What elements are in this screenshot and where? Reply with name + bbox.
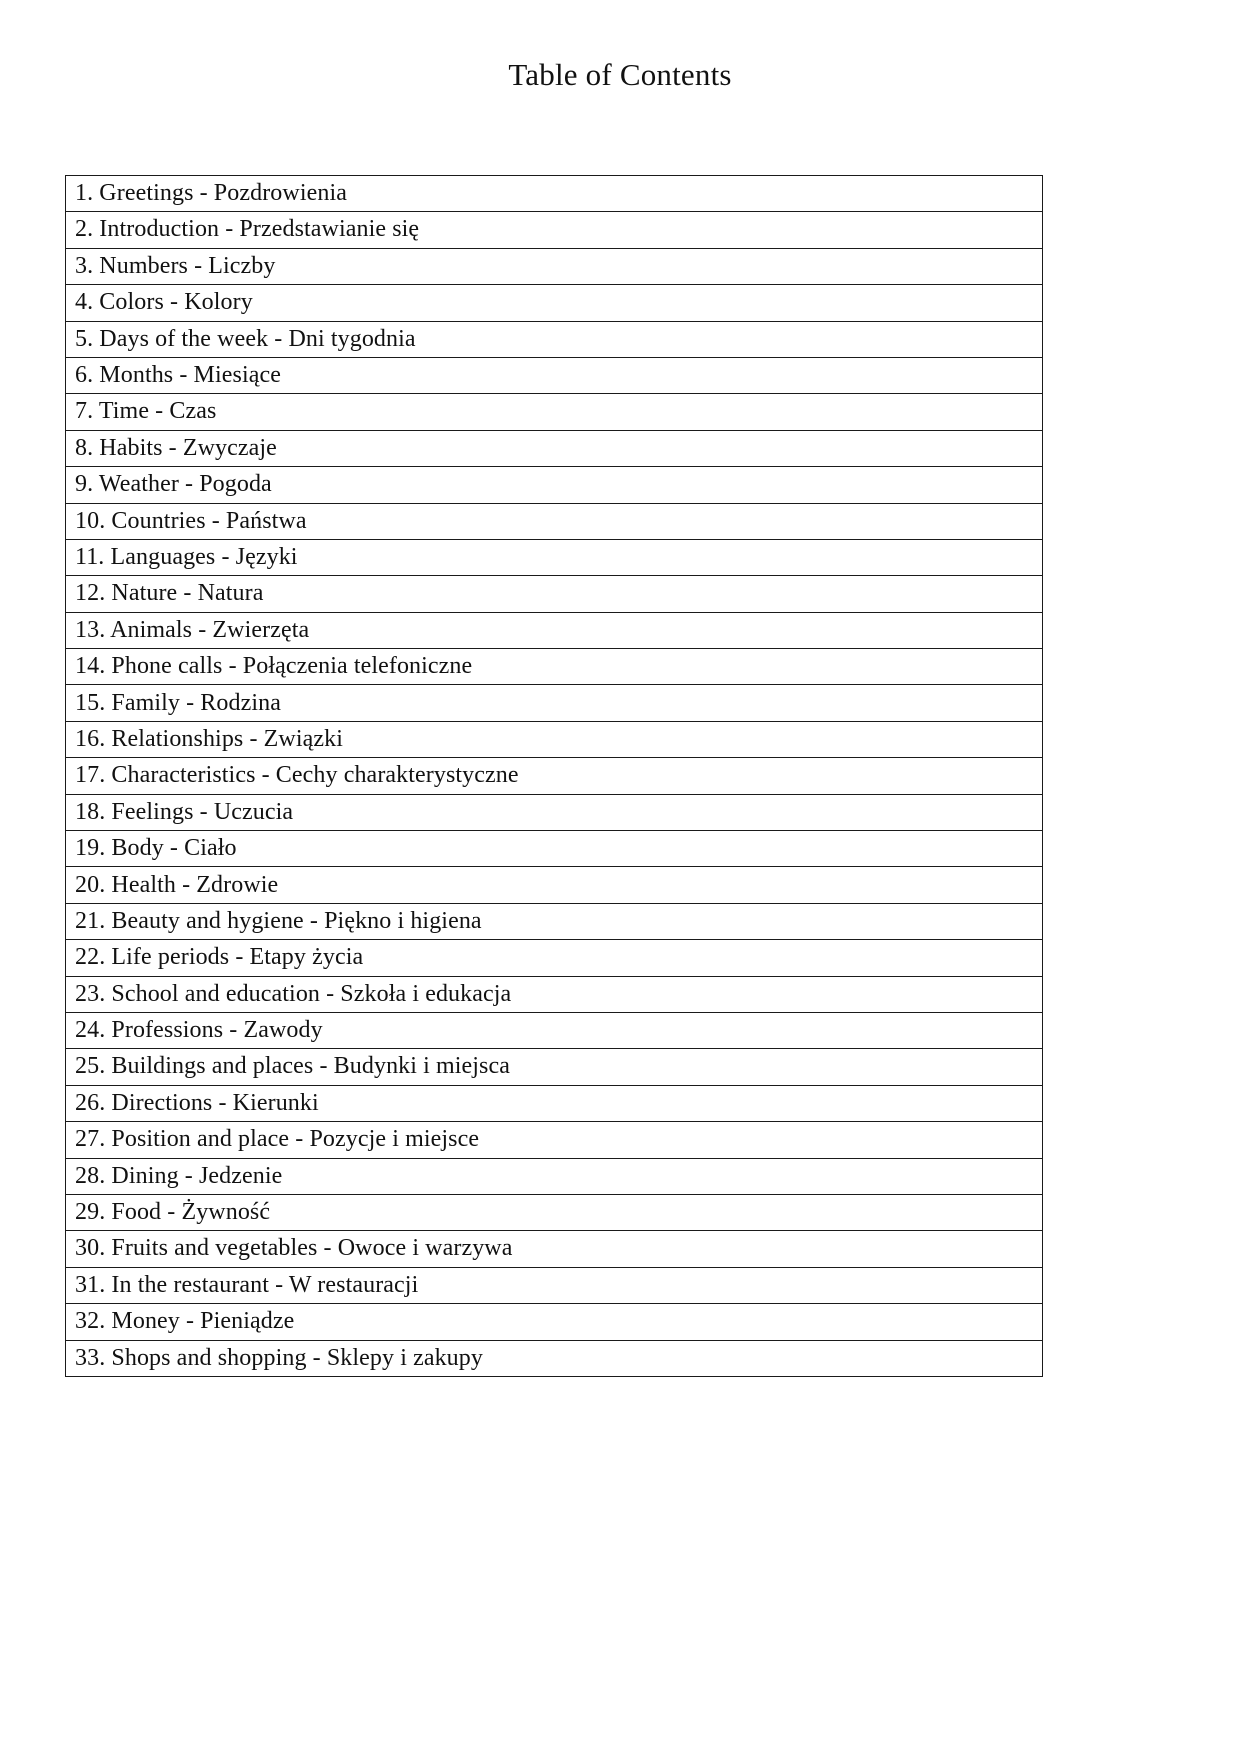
toc-entry[interactable]: 12. Nature - Natura <box>66 576 1043 612</box>
toc-table <box>65 175 1043 1377</box>
table-row[interactable] <box>66 1085 1043 1121</box>
toc-entry[interactable]: 31. In the restaurant - W restauracji <box>66 1267 1043 1303</box>
table-row[interactable] <box>66 1122 1043 1158</box>
table-row[interactable] <box>66 1049 1043 1085</box>
toc-table-body <box>66 176 1043 1377</box>
table-row[interactable] <box>66 176 1043 212</box>
toc-entry[interactable]: 9. Weather - Pogoda <box>66 467 1043 503</box>
toc-entry[interactable]: 10. Countries - Państwa <box>66 503 1043 539</box>
toc-entry[interactable]: 1. Greetings - Pozdrowienia <box>66 176 1043 212</box>
toc-entry[interactable]: 4. Colors - Kolory <box>66 285 1043 321</box>
table-row[interactable] <box>66 1231 1043 1267</box>
toc-entry[interactable]: 26. Directions - Kierunki <box>66 1085 1043 1121</box>
table-row[interactable] <box>66 794 1043 830</box>
table-row[interactable] <box>66 903 1043 939</box>
toc-entry[interactable]: 23. School and education - Szkoła i edukacja <box>66 976 1043 1012</box>
table-row[interactable] <box>66 1267 1043 1303</box>
toc-entry[interactable]: 33. Shops and shopping - Sklepy i zakupy <box>66 1340 1043 1376</box>
table-row[interactable] <box>66 1158 1043 1194</box>
table-row[interactable] <box>66 321 1043 357</box>
toc-entry[interactable]: 2. Introduction - Przedstawianie się <box>66 212 1043 248</box>
toc-entry[interactable]: 8. Habits - Zwyczaje <box>66 430 1043 466</box>
table-row[interactable] <box>66 539 1043 575</box>
toc-entry[interactable]: 29. Food - Żywność <box>66 1194 1043 1230</box>
toc-entry[interactable]: 32. Money - Pieniądze <box>66 1304 1043 1340</box>
table-row[interactable] <box>66 1012 1043 1048</box>
toc-entry[interactable]: 21. Beauty and hygiene - Piękno i higiena <box>66 903 1043 939</box>
toc-entry[interactable]: 11. Languages - Języki <box>66 539 1043 575</box>
toc-entry[interactable]: 15. Family - Rodzina <box>66 685 1043 721</box>
table-row[interactable] <box>66 721 1043 757</box>
toc-entry[interactable]: 30. Fruits and vegetables - Owoce i warzywa <box>66 1231 1043 1267</box>
table-row[interactable] <box>66 1304 1043 1340</box>
toc-entry[interactable]: 20. Health - Zdrowie <box>66 867 1043 903</box>
toc-entry[interactable]: 7. Time - Czas <box>66 394 1043 430</box>
table-of-contents <box>65 175 1043 1377</box>
table-row[interactable] <box>66 867 1043 903</box>
toc-entry[interactable]: 5. Days of the week - Dni tygodnia <box>66 321 1043 357</box>
toc-entry[interactable]: 22. Life periods - Etapy życia <box>66 940 1043 976</box>
table-row[interactable] <box>66 612 1043 648</box>
toc-entry[interactable]: 16. Relationships - Związki <box>66 721 1043 757</box>
table-row[interactable] <box>66 649 1043 685</box>
table-row[interactable] <box>66 831 1043 867</box>
table-row[interactable] <box>66 248 1043 284</box>
toc-entry[interactable]: 14. Phone calls - Połączenia telefoniczne <box>66 649 1043 685</box>
table-row[interactable] <box>66 1194 1043 1230</box>
toc-entry[interactable]: 25. Buildings and places - Budynki i miejsca <box>66 1049 1043 1085</box>
toc-entry[interactable]: 27. Position and place - Pozycje i miejsce <box>66 1122 1043 1158</box>
toc-entry[interactable]: 6. Months - Miesiące <box>66 357 1043 393</box>
toc-entry[interactable]: 13. Animals - Zwierzęta <box>66 612 1043 648</box>
toc-entry[interactable]: 24. Professions - Zawody <box>66 1012 1043 1048</box>
table-row[interactable] <box>66 285 1043 321</box>
table-row[interactable] <box>66 357 1043 393</box>
toc-entry[interactable]: 17. Characteristics - Cechy charakterystyczne <box>66 758 1043 794</box>
table-row[interactable] <box>66 503 1043 539</box>
table-row[interactable] <box>66 758 1043 794</box>
table-row[interactable] <box>66 212 1043 248</box>
table-row[interactable] <box>66 576 1043 612</box>
toc-entry[interactable]: 3. Numbers - Liczby <box>66 248 1043 284</box>
toc-entry[interactable]: 18. Feelings - Uczucia <box>66 794 1043 830</box>
table-row[interactable] <box>66 685 1043 721</box>
page-title: Table of Contents <box>508 57 732 92</box>
table-row[interactable] <box>66 394 1043 430</box>
table-row[interactable] <box>66 430 1043 466</box>
toc-entry[interactable]: 28. Dining - Jedzenie <box>66 1158 1043 1194</box>
toc-entry[interactable]: 19. Body - Ciało <box>66 831 1043 867</box>
table-row[interactable] <box>66 1340 1043 1376</box>
table-row[interactable] <box>66 976 1043 1012</box>
table-row[interactable] <box>66 940 1043 976</box>
table-row[interactable] <box>66 467 1043 503</box>
